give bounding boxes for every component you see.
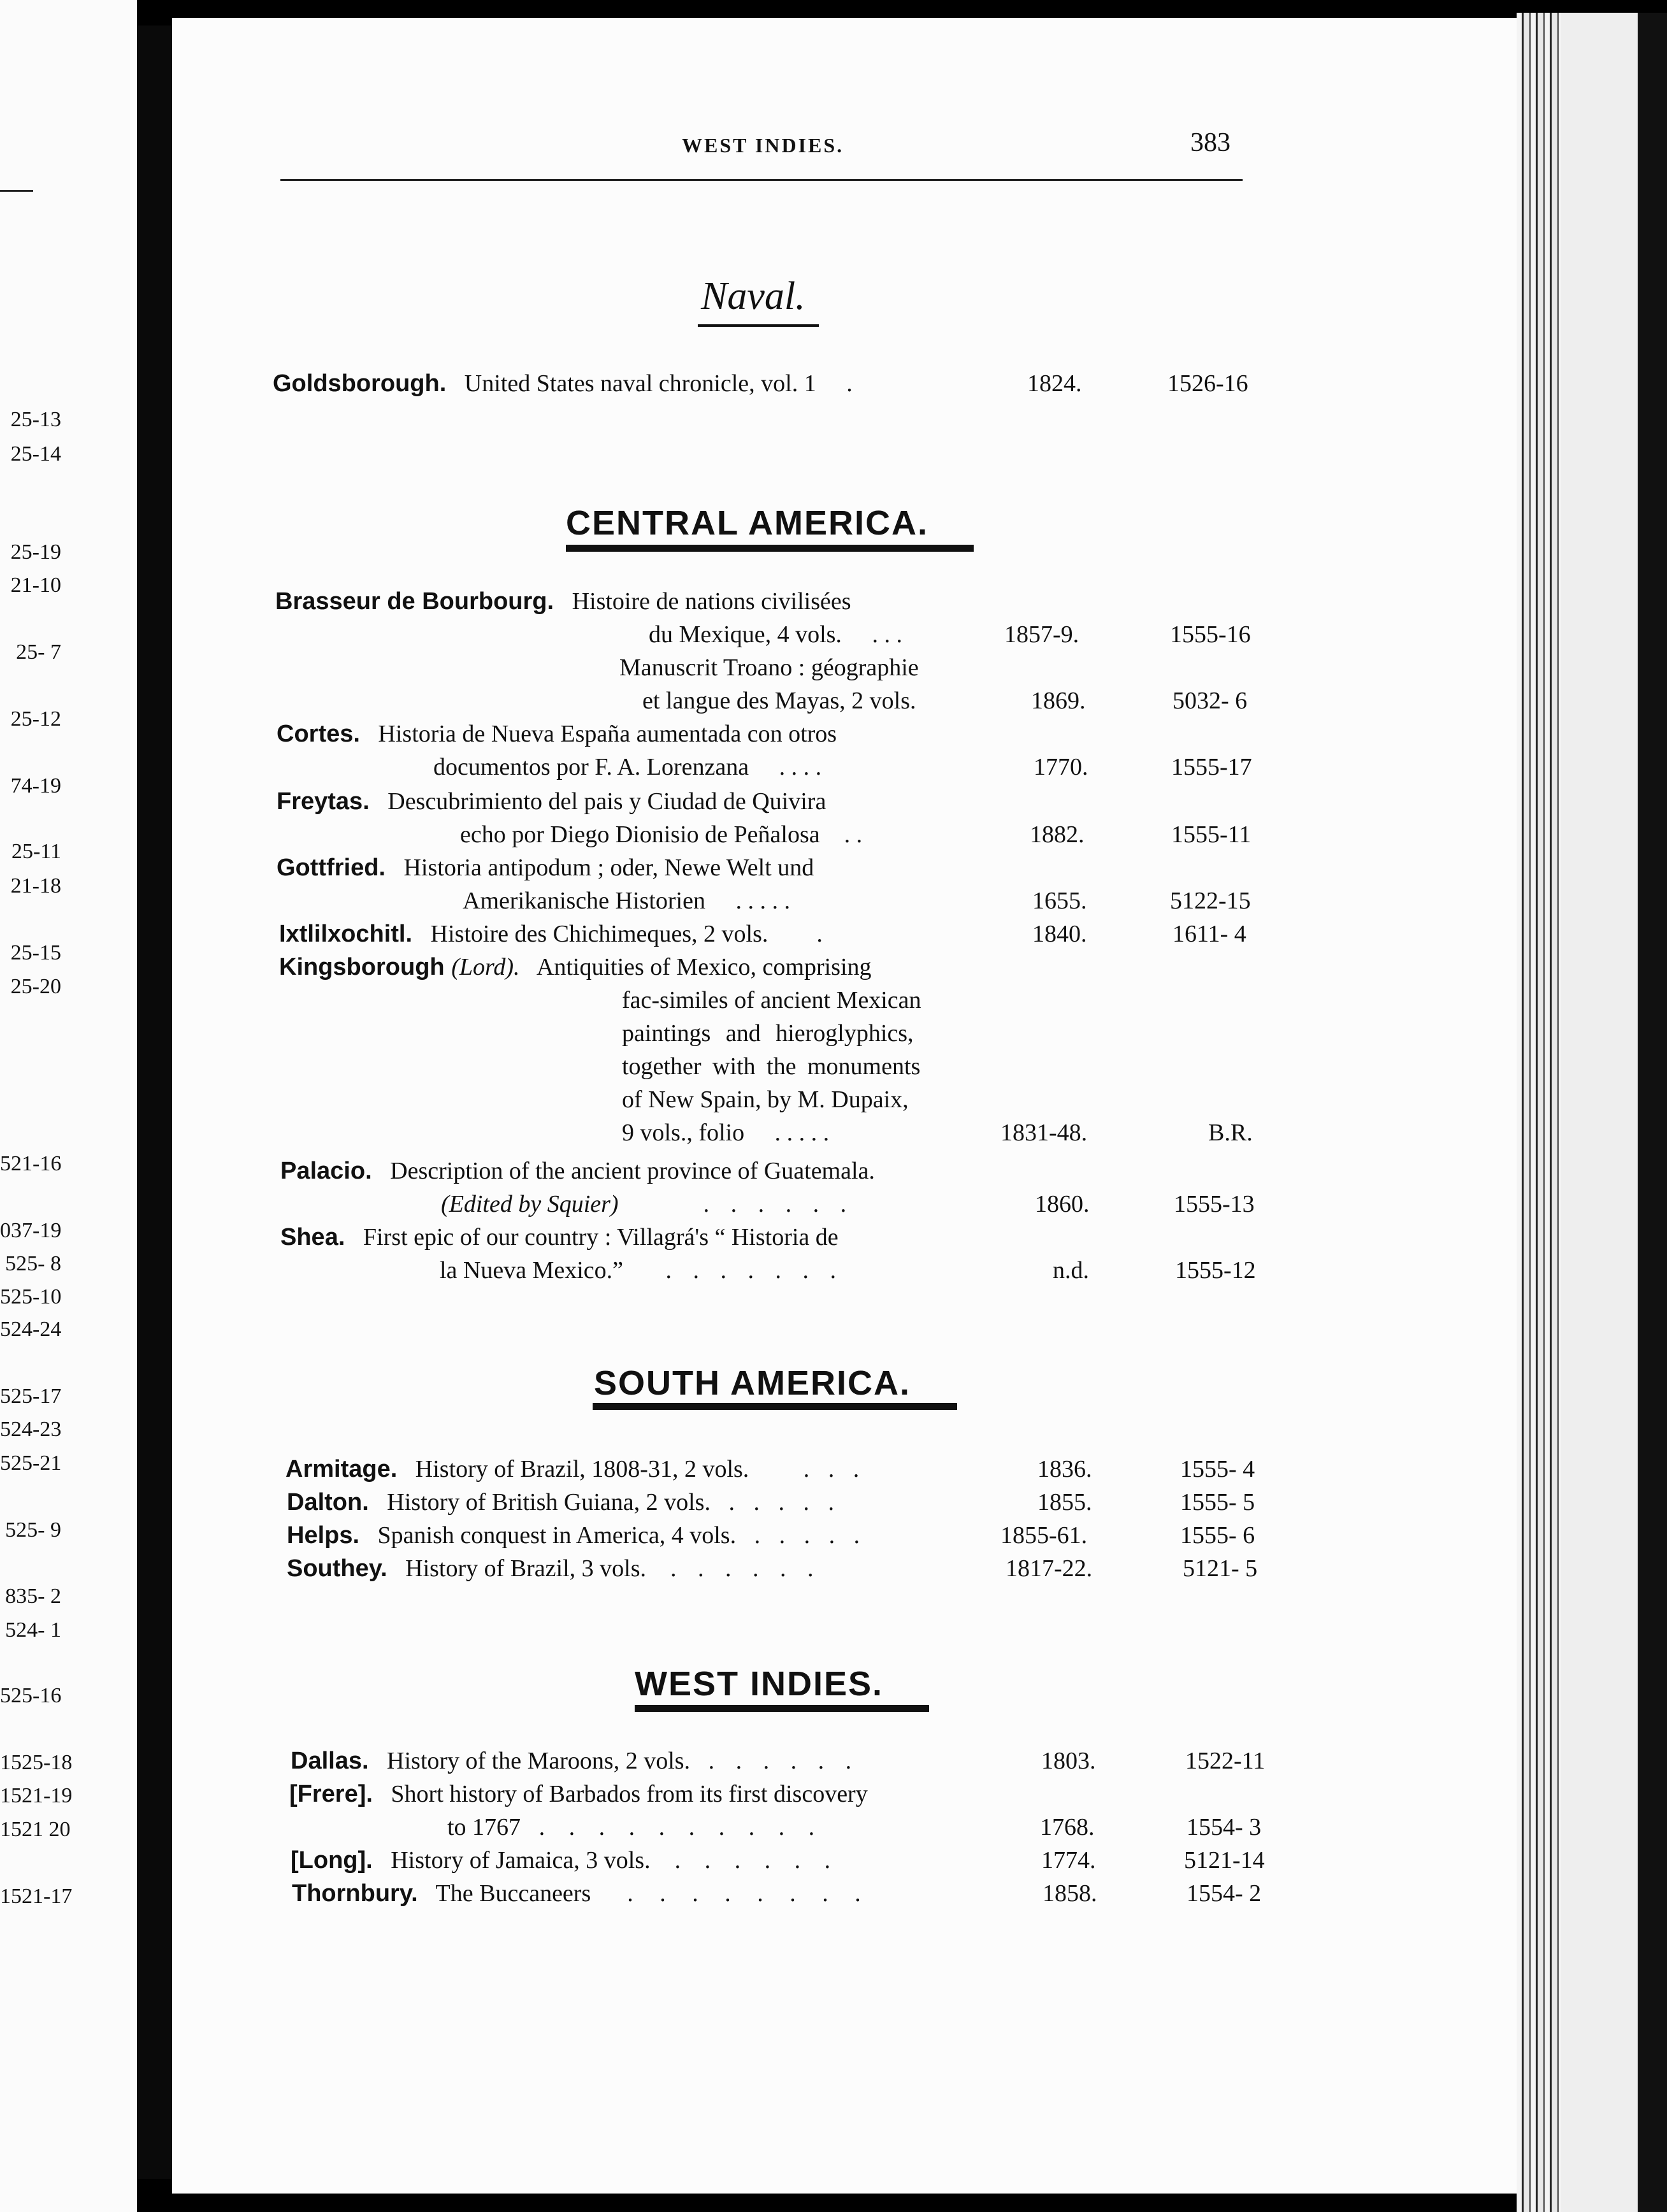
entry-year: 1774. <box>1041 1847 1096 1874</box>
entry-title: Historia de Nueva España aumentada con otros <box>378 721 837 747</box>
entry-title: Antiquities of Mexico, comprising <box>536 954 872 980</box>
leader-dots: . . . . . . <box>670 1555 821 1582</box>
entry-author: Cortes. <box>277 721 360 747</box>
entry-title: Amerikanische Historien <box>463 887 705 914</box>
entry-author: Freytas. <box>277 788 370 815</box>
entry-palacio <box>280 1157 875 1185</box>
entry-shea <box>280 1223 839 1251</box>
entry-call-number: 1554- 2 <box>1187 1880 1262 1907</box>
entry-title: Histoire de nations civilisées <box>572 588 851 615</box>
entry-call-number: 1555-11 <box>1171 821 1252 848</box>
entry-call-number: 1555-12 <box>1175 1257 1256 1284</box>
margin-fragment: 74-19 <box>10 774 61 798</box>
entry-author: Helps. <box>287 1522 360 1549</box>
entry-helps <box>287 1521 866 1549</box>
entry-call-number: 1555-13 <box>1174 1191 1255 1217</box>
entry-title: History of Brazil, 1808-31, 2 vols. <box>415 1456 749 1483</box>
entry-call-number: 1522-11 <box>1185 1748 1266 1774</box>
margin-fragment: 525- 8 <box>5 1252 61 1275</box>
entry-year: 1858. <box>1043 1880 1097 1907</box>
entry-title: echo por Diego Dionisio de Peñalosa <box>460 821 820 848</box>
entry-year: 1840. <box>1032 921 1087 947</box>
entry-title: History of the Maroons, 2 vols. <box>387 1748 691 1774</box>
entry-title-cont: of New Spain, by M. Dupaix, <box>622 1086 909 1113</box>
leader-dots: . . <box>844 821 863 848</box>
entry-title-cont <box>441 1190 854 1218</box>
entry-title-cont <box>460 821 862 849</box>
entry-year: 1770. <box>1034 754 1088 780</box>
margin-fragment: 25-11 <box>11 840 61 863</box>
entry-kingsborough <box>279 953 872 981</box>
margin-fragment: 1521-17 <box>0 1885 73 1908</box>
entry-call-number: 1554- 3 <box>1187 1814 1262 1841</box>
leader-dots: . . . <box>803 1456 866 1483</box>
entry-call-number: 5122-15 <box>1170 887 1251 914</box>
entry-call-number: 1555-16 <box>1170 621 1251 648</box>
header-rule <box>280 179 1243 181</box>
entry-author: [Long]. <box>291 1847 373 1874</box>
entry-long <box>291 1846 839 1874</box>
entry-freytas <box>277 787 826 815</box>
entry-call-number: 1555- 5 <box>1180 1489 1255 1516</box>
entry-author: Gottfried. <box>277 854 386 881</box>
leader-dots: . . . . . . <box>703 1191 855 1217</box>
entry-title: History of Brazil, 3 vols. <box>405 1555 646 1582</box>
entry-title-cont: et langue des Mayas, 2 vols. <box>642 687 916 714</box>
entry-call-number: 1611- 4 <box>1173 921 1246 947</box>
entry-year: n.d. <box>1053 1257 1089 1284</box>
entry-title: Historia antipodum ; oder, Newe Welt und <box>403 854 814 881</box>
entry-title: Descubrimiento del pais y Ciudad de Quivira <box>387 788 826 815</box>
entry-title-cont: together with the monuments <box>622 1053 921 1080</box>
leader-dots: . . . <box>872 621 902 648</box>
entry-author: Armitage. <box>285 1456 398 1483</box>
entry-year: 1855-61. <box>1000 1522 1088 1549</box>
entry-title: Spanish conquest in America, 4 vols. <box>377 1522 737 1549</box>
entry-author: [Frere]. <box>289 1781 373 1807</box>
entry-year: 1803. <box>1041 1748 1096 1774</box>
entry-title-cont <box>649 621 902 649</box>
section-heading-west-indies: WEST INDIES. <box>635 1665 884 1703</box>
entry-call-number: 1555- 4 <box>1180 1456 1255 1483</box>
entry-author: Shea. <box>280 1224 345 1251</box>
margin-fragment: 1521-19 <box>0 1784 73 1807</box>
entry-author: Dalton. <box>287 1489 369 1516</box>
leader-dots: . . . . . <box>754 1522 867 1549</box>
entry-title: documentos por F. A. Lorenzana <box>433 754 749 780</box>
scan-border <box>1638 13 1667 2212</box>
entry-call-number: 5121-14 <box>1184 1847 1265 1874</box>
entry-author: Dallas. <box>291 1748 369 1774</box>
section-heading-central-america: CENTRAL AMERICA. <box>566 504 928 542</box>
left-page-strip <box>0 0 137 2212</box>
entry-year: 1869. <box>1031 687 1086 714</box>
entry-title-cont: paintings and hieroglyphics, <box>622 1020 914 1047</box>
leader-dots: . . . . . <box>735 887 790 914</box>
margin-fragment: 1525-18 <box>0 1751 73 1774</box>
entry-year: 1831-48. <box>1000 1119 1088 1146</box>
margin-fragment: 521-16 <box>0 1152 62 1175</box>
entry-call-number: 1555-17 <box>1171 754 1252 780</box>
entry-dallas <box>291 1747 859 1775</box>
leader-dots: . . . . . . . <box>665 1257 844 1284</box>
entry-year: 1824. <box>1027 370 1082 397</box>
entry-title: 9 vols., folio <box>622 1119 745 1146</box>
margin-fragment: 524- 1 <box>5 1618 61 1642</box>
leader-dots: . . . . . . <box>708 1748 860 1774</box>
entry-frere <box>289 1780 868 1808</box>
margin-fragment: 25-14 <box>10 442 61 466</box>
entry-year: 1836. <box>1037 1456 1092 1483</box>
section-rule-naval <box>698 324 819 327</box>
leader-dots: . . . . . <box>774 1119 830 1146</box>
entry-title-cont <box>622 1119 829 1147</box>
margin-fragment: 25-20 <box>10 975 61 998</box>
entry-year: 1768. <box>1040 1814 1095 1841</box>
entry-armitage <box>285 1455 865 1483</box>
section-rule-south-america <box>593 1403 957 1410</box>
margin-fragment: 25-13 <box>10 408 61 431</box>
entry-title: to 1767 <box>447 1814 521 1841</box>
entry-call-number: 1526-16 <box>1167 370 1248 397</box>
entry-title: Histoire des Chichimeques, 2 vols. <box>430 921 769 947</box>
entry-year: 1882. <box>1030 821 1085 848</box>
section-rule-west-indies <box>635 1705 929 1712</box>
margin-fragment: 525-16 <box>0 1684 62 1707</box>
entry-thornbury <box>292 1879 871 1907</box>
entry-title-cont <box>433 753 821 781</box>
margin-fragment: 1521 20 <box>0 1818 71 1841</box>
margin-fragment: 25- 7 <box>16 640 61 664</box>
margin-fragment: 25-12 <box>10 707 61 731</box>
page-number: 383 <box>1190 128 1230 157</box>
entry-title: History of British Guiana, 2 vols. <box>387 1489 711 1516</box>
author-name: Kingsborough <box>279 954 445 980</box>
entry-goldsborough <box>273 370 853 398</box>
leader-dots: . . . . . . . . . . <box>538 1814 824 1841</box>
leader-dots: . . . . . <box>728 1489 841 1516</box>
page-edges-light <box>1561 13 1638 2212</box>
section-heading-naval: Naval. <box>701 275 805 318</box>
margin-fragment: 524-24 <box>0 1318 62 1341</box>
entry-author <box>279 954 520 980</box>
book-gutter <box>137 25 172 2179</box>
entry-title: History of Jamaica, 3 vols. <box>391 1847 651 1874</box>
entry-southey <box>287 1555 821 1583</box>
entry-year: 1855. <box>1037 1489 1092 1516</box>
entry-author: Goldsborough. <box>273 370 447 397</box>
margin-fragment: 25-19 <box>10 540 61 564</box>
entry-call-number: 5121- 5 <box>1183 1555 1258 1582</box>
entry-call-number: 1555- 6 <box>1180 1522 1255 1549</box>
entry-dalton <box>287 1488 841 1516</box>
entry-author: Ixtlilxochitl. <box>279 921 413 947</box>
entry-title: la Nueva Mexico.” <box>440 1257 624 1284</box>
margin-fragment: 525- 9 <box>5 1518 61 1542</box>
entry-title: The Buccaneers <box>435 1880 591 1907</box>
entry-title: du Mexique, 4 vols. <box>649 621 842 648</box>
entry-year: 1655. <box>1032 887 1087 914</box>
left-page-rule <box>0 190 33 192</box>
section-rule-central-america <box>566 545 974 552</box>
entry-gottfried <box>277 854 814 882</box>
entry-year: 1817-22. <box>1006 1555 1093 1582</box>
margin-fragment: 21-18 <box>10 874 61 898</box>
margin-fragment: 835- 2 <box>5 1584 61 1608</box>
margin-fragment: 037-19 <box>0 1219 62 1242</box>
entry-title: First epic of our country : Villagrá's “ Historia de <box>363 1224 839 1251</box>
entry-year: 1860. <box>1035 1191 1090 1217</box>
margin-fragment: 525-17 <box>0 1384 62 1408</box>
margin-fragment: 524-23 <box>0 1418 62 1441</box>
leader-dots: . . . . . . <box>674 1847 840 1874</box>
entry-title: United States naval chronicle, vol. 1 <box>464 370 816 397</box>
entry-year: 1857-9. <box>1004 621 1079 648</box>
leader-dots: . . . . <box>779 754 822 780</box>
margin-fragment: 21-10 <box>10 573 61 597</box>
entry-call-number: B.R. <box>1208 1119 1253 1146</box>
author-title: (Lord). <box>451 954 520 980</box>
margin-fragment: 525-10 <box>0 1285 62 1309</box>
entry-title: Description of the ancient province of Guatemala. <box>390 1158 875 1184</box>
margin-fragment: 525-21 <box>0 1451 62 1475</box>
running-title: WEST INDIES. <box>682 134 844 157</box>
entry-author: Thornbury. <box>292 1880 418 1907</box>
entry-title: Short history of Barbados from its first discovery <box>391 1781 868 1807</box>
entry-editor: (Edited by Squier) <box>441 1191 619 1217</box>
entry-title-cont <box>463 887 790 915</box>
entry-author: Southey. <box>287 1555 387 1582</box>
leader-dots: . <box>816 921 823 947</box>
entry-title-cont <box>440 1256 844 1284</box>
entry-ixtlilxochitl <box>279 920 823 948</box>
margin-fragment: 25-15 <box>10 941 61 965</box>
entry-author: Brasseur de Bourbourg. <box>275 588 554 615</box>
entry-title-cont: Manuscrit Troano : géographie <box>619 654 919 681</box>
entry-title-cont <box>447 1813 823 1841</box>
leader-dots: . . . . . . . . <box>627 1880 871 1907</box>
entry-cortes <box>277 720 837 748</box>
entry-brasseur <box>275 587 851 615</box>
entry-author: Palacio. <box>280 1158 372 1184</box>
section-heading-south-america: SOUTH AMERICA. <box>594 1364 911 1402</box>
entry-title-cont: fac-similes of ancient Mexican <box>622 987 921 1014</box>
leader-dots: . <box>846 370 853 397</box>
entry-call-number: 5032- 6 <box>1173 687 1248 714</box>
